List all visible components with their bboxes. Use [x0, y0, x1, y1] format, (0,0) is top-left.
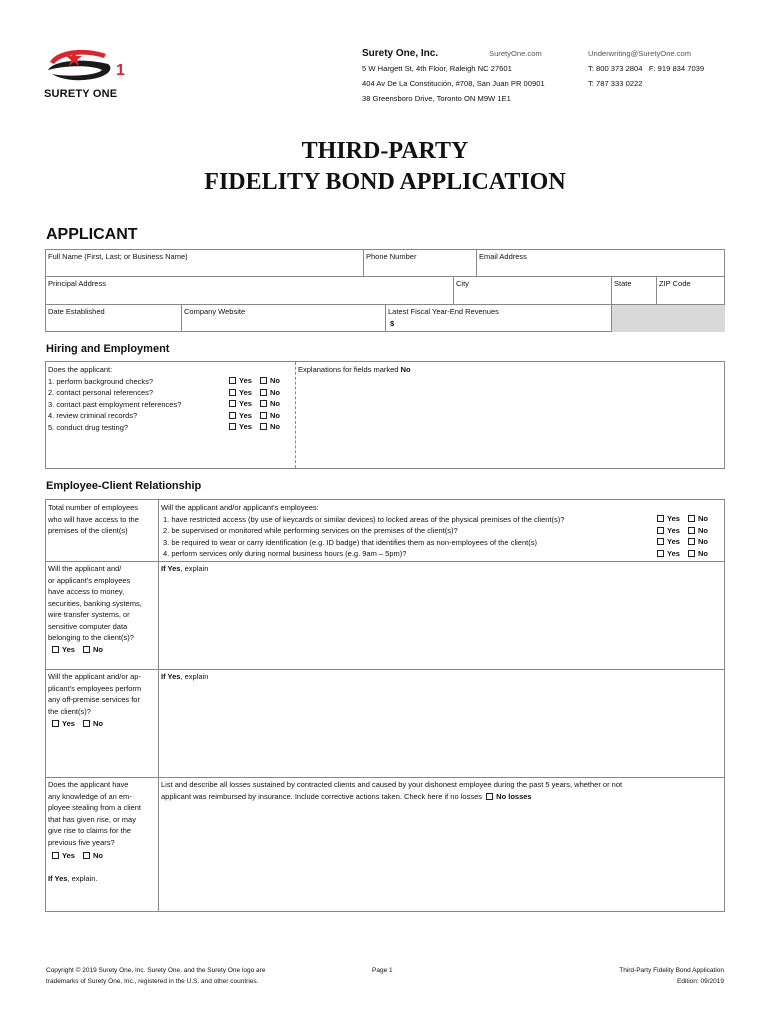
relationship-q3-options: Yes No [657, 537, 708, 546]
applicant-heading: APPLICANT [46, 226, 138, 243]
address-toronto: 38 Greensboro Drive, Toronto ON M9W 1E1 [362, 94, 511, 103]
yes-checkbox[interactable] [52, 852, 59, 859]
state-label: State [614, 279, 632, 288]
will-intro: Will the applicant and/or applicant's employees: [161, 503, 319, 512]
no-checkbox[interactable] [260, 423, 267, 430]
yes-checkbox[interactable] [229, 423, 236, 430]
fax-number: F: 919 834 7039 [648, 64, 705, 73]
hiring-q5: 5. conduct drug testing? [48, 422, 129, 432]
relationship-q2: 2. be supervised or monitored while performing services on the premises of the client(s)? [163, 526, 458, 535]
row-divider-3 [46, 777, 724, 778]
row-divider-2 [46, 669, 724, 670]
no-checkbox[interactable] [260, 377, 267, 384]
no-checkbox[interactable] [260, 389, 267, 396]
company-website-field[interactable] [182, 305, 386, 332]
yes-checkbox[interactable] [657, 527, 664, 534]
relationship-q1-options: Yes No [657, 514, 708, 523]
phone-number: T: 800 373 2804 [588, 64, 643, 73]
losses-options: Yes No [52, 851, 103, 860]
address-raleigh: 5 W Hargett St, 4th Floor, Raleigh NC 27601 [362, 64, 512, 73]
losses-description-1: List and describe all losses sustained by contracted clients and caused by your dishonest employee during the past 5 years, whether or not [161, 780, 623, 789]
logo-number: 1 [116, 62, 125, 79]
document-title [0, 136, 770, 198]
zip-field[interactable] [657, 277, 725, 305]
phone-field[interactable] [364, 250, 477, 277]
yes-checkbox[interactable] [229, 400, 236, 407]
yes-checkbox[interactable] [657, 538, 664, 545]
losses-description-2: applicant was reimbursed by insurance. Include corrective actions taken. Check here if no losses No losses [161, 791, 532, 801]
date-established-field[interactable] [46, 305, 182, 332]
logo-text: SURETY ONE [44, 88, 118, 100]
money-access-question: Will the applicant and/ or applicant's employees have access to money, securities, banking systems, wire transfer systems, or sensitive computer data belonging to the client(s)? [48, 564, 142, 642]
zip-label: ZIP Code [659, 279, 691, 288]
total-employees-label: Total number of employees who will have access to the premises of the client(s) [48, 503, 139, 535]
no-checkbox[interactable] [688, 527, 695, 534]
relationship-q4: 4. perform services only during normal business hours (e.g. 9am – 5pm)? [163, 549, 407, 558]
relationship-q2-options: Yes No [657, 526, 708, 535]
city-label: City [456, 279, 469, 288]
email-field[interactable] [477, 250, 725, 277]
off-premise-options: Yes No [52, 719, 103, 728]
state-field[interactable] [612, 277, 657, 305]
date-established-label: Date Established [48, 307, 105, 316]
no-checkbox[interactable] [260, 412, 267, 419]
relationship-table [45, 499, 725, 912]
no-checkbox[interactable] [83, 720, 90, 727]
yes-checkbox[interactable] [229, 389, 236, 396]
title-line-2: FIDELITY BOND APPLICATION [204, 169, 566, 195]
hiring-table [45, 361, 725, 469]
shaded-cell [612, 305, 725, 332]
page-number: Page 1 [372, 967, 393, 974]
yes-checkbox[interactable] [52, 720, 59, 727]
row-divider-1 [46, 561, 724, 562]
hiring-q4-options: Yes No [229, 411, 280, 420]
yes-checkbox[interactable] [657, 550, 664, 557]
yes-checkbox[interactable] [229, 412, 236, 419]
hiring-q1-options: Yes No [229, 376, 280, 385]
title-line-1: THIRD-PARTY [301, 138, 469, 164]
losses-explain-label: If Yes, explain. [48, 874, 98, 883]
hiring-q4: 4. review criminal records? [48, 411, 138, 420]
principal-address-label: Principal Address [48, 279, 106, 288]
dollar-sign: $ [390, 319, 395, 328]
off-premise-question: Will the applicant and/or ap- plicant's employees perform any off-premise services for the client(s)? [48, 672, 142, 716]
money-access-explain-label: If Yes, explain [161, 564, 209, 573]
hiring-divider [295, 362, 296, 468]
contact-block [588, 46, 704, 91]
no-checkbox[interactable] [83, 646, 90, 653]
relationship-q4-options: Yes No [657, 549, 708, 558]
company-name: Surety One, Inc. [362, 48, 439, 59]
city-field[interactable] [454, 277, 612, 305]
relationship-q1: 1. have restricted access (by use of keycards or similar devices) to locked areas of the physical premises of the client(s)? [163, 514, 565, 524]
hiring-q2-options: Yes No [229, 388, 280, 397]
revenues-field[interactable] [386, 305, 612, 332]
principal-address-field[interactable] [46, 277, 454, 305]
surety-one-logo [44, 44, 134, 104]
explanations-label: Explanations for fields marked No [298, 365, 411, 374]
no-checkbox[interactable] [688, 515, 695, 522]
yes-checkbox[interactable] [229, 377, 236, 384]
no-losses-checkbox[interactable] [486, 793, 493, 800]
hiring-heading: Hiring and Employment [46, 343, 170, 355]
email-link[interactable]: Underwriting@SuretyOne.com [588, 49, 692, 58]
relationship-heading: Employee-Client Relationship [46, 480, 202, 492]
no-checkbox[interactable] [688, 538, 695, 545]
website-link[interactable]: SuretyOne.com [489, 49, 542, 58]
relationship-q3: 3. be required to wear or carry identification (e.g. ID badge) that identifies them as non-employees of the client(s) [163, 537, 537, 547]
applicant-table [45, 249, 725, 332]
hiring-q3: 3. contact past employment references? [48, 399, 182, 409]
off-premise-explain-label: If Yes, explain [161, 672, 209, 681]
company-website-label: Company Website [184, 307, 246, 316]
full-name-field[interactable] [46, 250, 364, 277]
hiring-q3-options: Yes No [229, 399, 280, 408]
footer-doc-info: Third-Party Fidelity Bond Application Edition: 09/2019 [619, 967, 724, 985]
revenues-label: Latest Fiscal Year-End Revenues [388, 307, 499, 316]
address-san-juan: 404 Av De La Constitución, #708, San Juan PR 00901 [362, 79, 545, 88]
no-checkbox[interactable] [688, 550, 695, 557]
copyright-notice: Copyright © 2019 Surety One, Inc. Surety One, and the Surety One logo are trademarks of Surety One, Inc., registered in the U.S. and other countries. [46, 967, 266, 985]
hiring-intro: Does the applicant: [48, 365, 113, 374]
hiring-q5-options: Yes No [229, 422, 280, 431]
hiring-q2: 2. contact personal references? [48, 388, 154, 397]
money-access-options: Yes No [52, 645, 103, 654]
yes-checkbox[interactable] [657, 515, 664, 522]
full-name-label: Full Name (First, Last; or Business Name) [48, 252, 188, 261]
losses-question: Does the applicant have any knowledge of an em- ployee stealing from a client that has given rise, or may give rise to claims for the previous five years? [48, 780, 141, 847]
no-checkbox[interactable] [260, 400, 267, 407]
pr-phone-number: T: 787 333 0222 [588, 79, 643, 88]
email-label: Email Address [479, 252, 527, 261]
no-checkbox[interactable] [83, 852, 90, 859]
yes-checkbox[interactable] [52, 646, 59, 653]
phone-label: Phone Number [366, 252, 417, 261]
hiring-q1: 1. perform background checks? [48, 376, 154, 386]
